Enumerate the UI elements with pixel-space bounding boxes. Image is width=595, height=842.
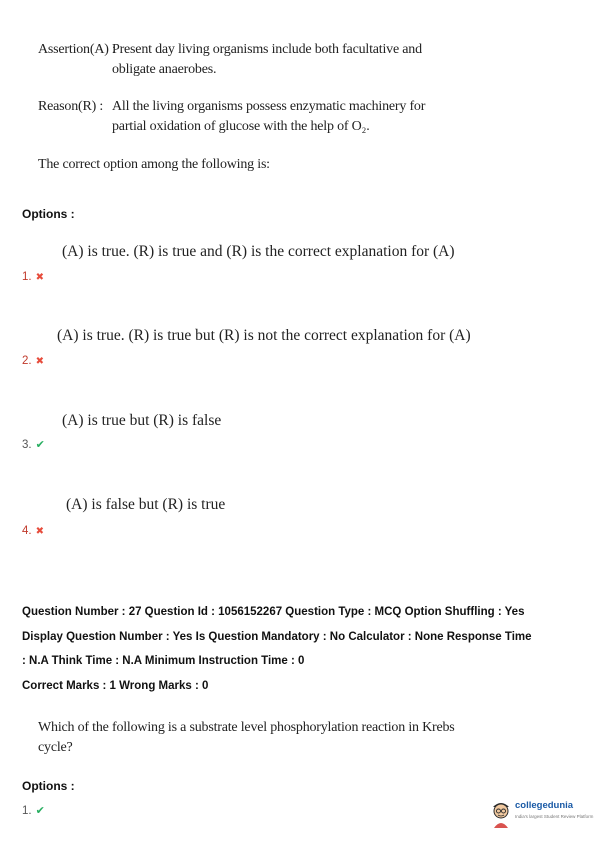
next-option-1-number	[22, 804, 45, 817]
next-question-text: Which of the following is a substrate level phosphorylation reaction in Krebs cycle?	[38, 720, 455, 755]
option-3-number	[22, 438, 45, 451]
option-4-text: (A) is false but (R) is true	[66, 496, 226, 513]
option-4-number	[22, 525, 44, 537]
meta-line-4: Correct Marks : 1 Wrong Marks : 0	[22, 679, 209, 692]
option-2-text: (A) is true. (R) is true but (R) is not the correct explanation for (A)	[57, 327, 471, 344]
question-prompt: The correct option among the following is:	[38, 157, 270, 172]
option-3-text: (A) is true but (R) is false	[62, 412, 222, 429]
option-2-number	[22, 355, 44, 367]
check-mark-icon: ✔	[35, 805, 45, 817]
logo-tagline: India's largest Student Review Platform	[515, 814, 594, 819]
check-mark-icon: ✔	[35, 439, 45, 451]
option-number: 1.	[22, 805, 32, 817]
student-avatar-icon	[489, 798, 513, 828]
option-1-number	[22, 271, 44, 283]
next-options-heading: Options :	[22, 779, 75, 793]
option-number: 3.	[22, 439, 32, 451]
option-number: 2.	[22, 355, 32, 367]
reason-label: Reason(R) :	[38, 99, 104, 114]
meta-line-1: Question Number : 27 Question Id : 1056152267 Question Type : MCQ Option Shuffling : Yes	[22, 606, 525, 618]
reason-text: All the living organisms possess enzymatic machinery for partial oxidation of glucose with the help of O₂.	[112, 99, 426, 134]
question-meta	[22, 600, 582, 698]
options-heading: Options :	[22, 207, 75, 221]
option-number: 4.	[22, 525, 32, 537]
meta-line-3: : N.A Think Time : N.A Minimum Instruction Time : 0	[22, 655, 305, 667]
assertion-label: Assertion(A) :	[38, 42, 116, 57]
option-number: 1.	[22, 271, 32, 283]
option-1-text: (A) is true. (R) is true and (R) is the correct explanation for (A)	[62, 243, 455, 260]
assertion-text: Present day living organisms include both facultative and obligate anaerobes.	[112, 42, 422, 77]
meta-line-2: Display Question Number : Yes Is Question Mandatory : No Calculator : None Response Time	[22, 630, 532, 643]
collegedunia-logo	[489, 796, 594, 830]
logo-name: collegedunia	[515, 800, 574, 811]
wrong-mark-icon: ✖	[35, 272, 44, 283]
wrong-mark-icon: ✖	[35, 356, 44, 367]
wrong-mark-icon: ✖	[35, 526, 44, 537]
